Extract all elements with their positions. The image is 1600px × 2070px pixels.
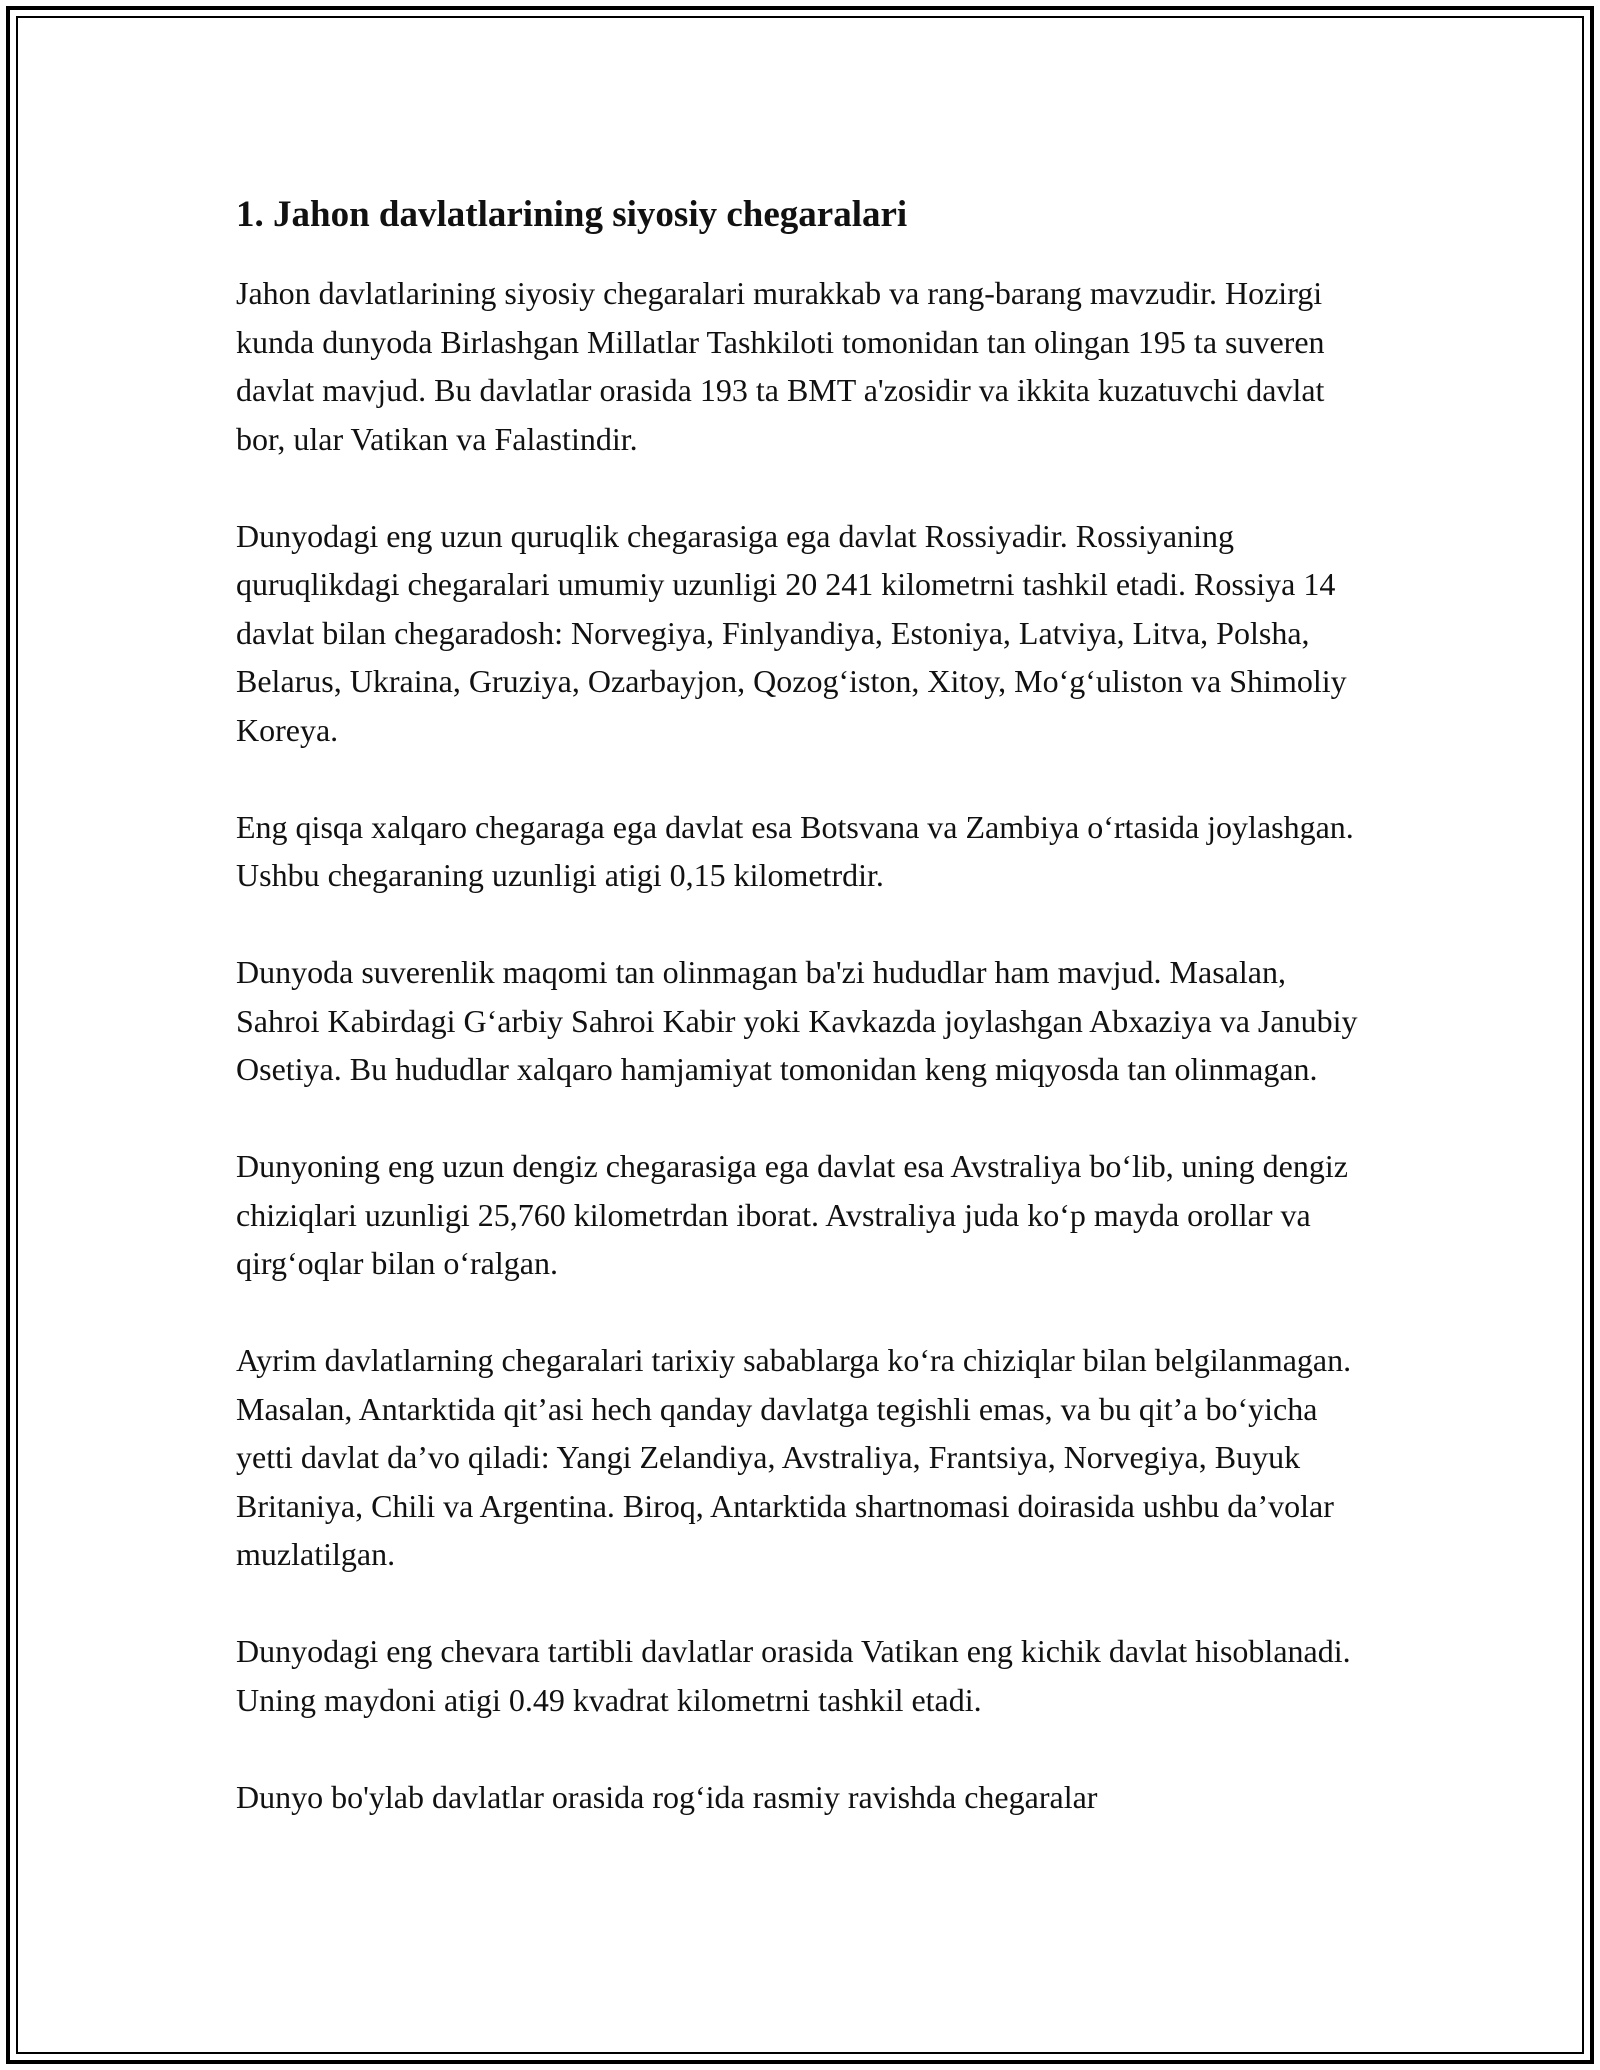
document-body [236, 185, 1396, 1870]
paragraph-unrecognized-territories: Dunyoda suverenlik maqomi tan olinmagan ba'zi hududlar ham mavjud. Masalan, Sahroi Kabirdagi G‘arbiy Sahroi Kabir yoki Kavkazda joylashgan Abxaziya va Janubiy Osetiya. Bu hududlar xalqaro hamjamiyat tomonidan keng miqyosda tan olinmagan. [236, 954, 1358, 1087]
paragraph-russia-border: Dunyodagi eng uzun quruqlik chegarasiga ega davlat Rossiyadir. Rossiyaning quruqlikdagi chegaralari umumiy uzunligi 20 241 kilometrni tashkil etadi. Rossiya 14 davlat bilan chegaradosh: Norvegiya, Finlyandiya, Estoniya, Latviya, Litva, Polsha, Belarus, Ukraina, Gruziya, Ozarbayjon, Qozog‘iston, Xitoy, Mo‘g‘uliston va Shimoliy Koreya. [236, 517, 1347, 748]
paragraph-un-states: Jahon davlatlarining siyosiy chegaralari murakkab va rang-barang mavzudir. Hozirgi kunda dunyoda Birlashgan Millatlar Tashkiloti tomonidan tan olingan 195 ta suveren davlat mavjud. Bu davlatlar orasida 193 ta BMT a'zosidir va ikkita kuzatuvchi davlat bor, ular Vatikan va Falastindir. [236, 275, 1325, 457]
paragraph-shortest-border: Eng qisqa xalqaro chegaraga ega davlat esa Botsvana va Zambiya o‘rtasida joylashgan. Ushbu chegaraning uzunligi atigi 0,15 kilometrdir. [236, 808, 1354, 893]
paragraph-australia-coastline: Dunyoning eng uzun dengiz chegarasiga ega davlat esa Avstraliya bo‘lib, uning dengiz chiziqlari uzunligi 25,760 kilometrdan iborat. Avstraliya juda ko‘p mayda orollar va qirg‘oqlar bilan o‘ralgan. [236, 1148, 1348, 1281]
paragraph-truncated: Dunyo bo'ylab davlatlar orasida rog‘ida rasmiy ravishda chegaralar [236, 1778, 1098, 1815]
paragraph-vatican-size: Dunyodagi eng chevara tartibli davlatlar orasida Vatikan eng kichik davlat hisoblanadi. Uning maydoni atigi 0.49 kvadrat kilometrni tashkil etadi. [236, 1633, 1351, 1718]
paragraph-antarctica-claims: Ayrim davlatlarning chegaralari tarixiy sabablarga ko‘ra chiziqlar bilan belgilanmagan. Masalan, Antarktida qit’asi hech qanday davlatga tegishli emas, va bu qit’a bo‘yicha yetti davlat da’vo qiladi: Yangi Zelandiya, Avstraliya, Frantsiya, Norvegiya, Buyuk Britaniya, Chili va Argentina. Biroq, Antarktida shartnomasi doirasida ushbu da’volar muzlatilgan. [236, 1342, 1352, 1572]
section-title: 1. Jahon davlatlarining siyosiy chegaralari [236, 194, 908, 235]
